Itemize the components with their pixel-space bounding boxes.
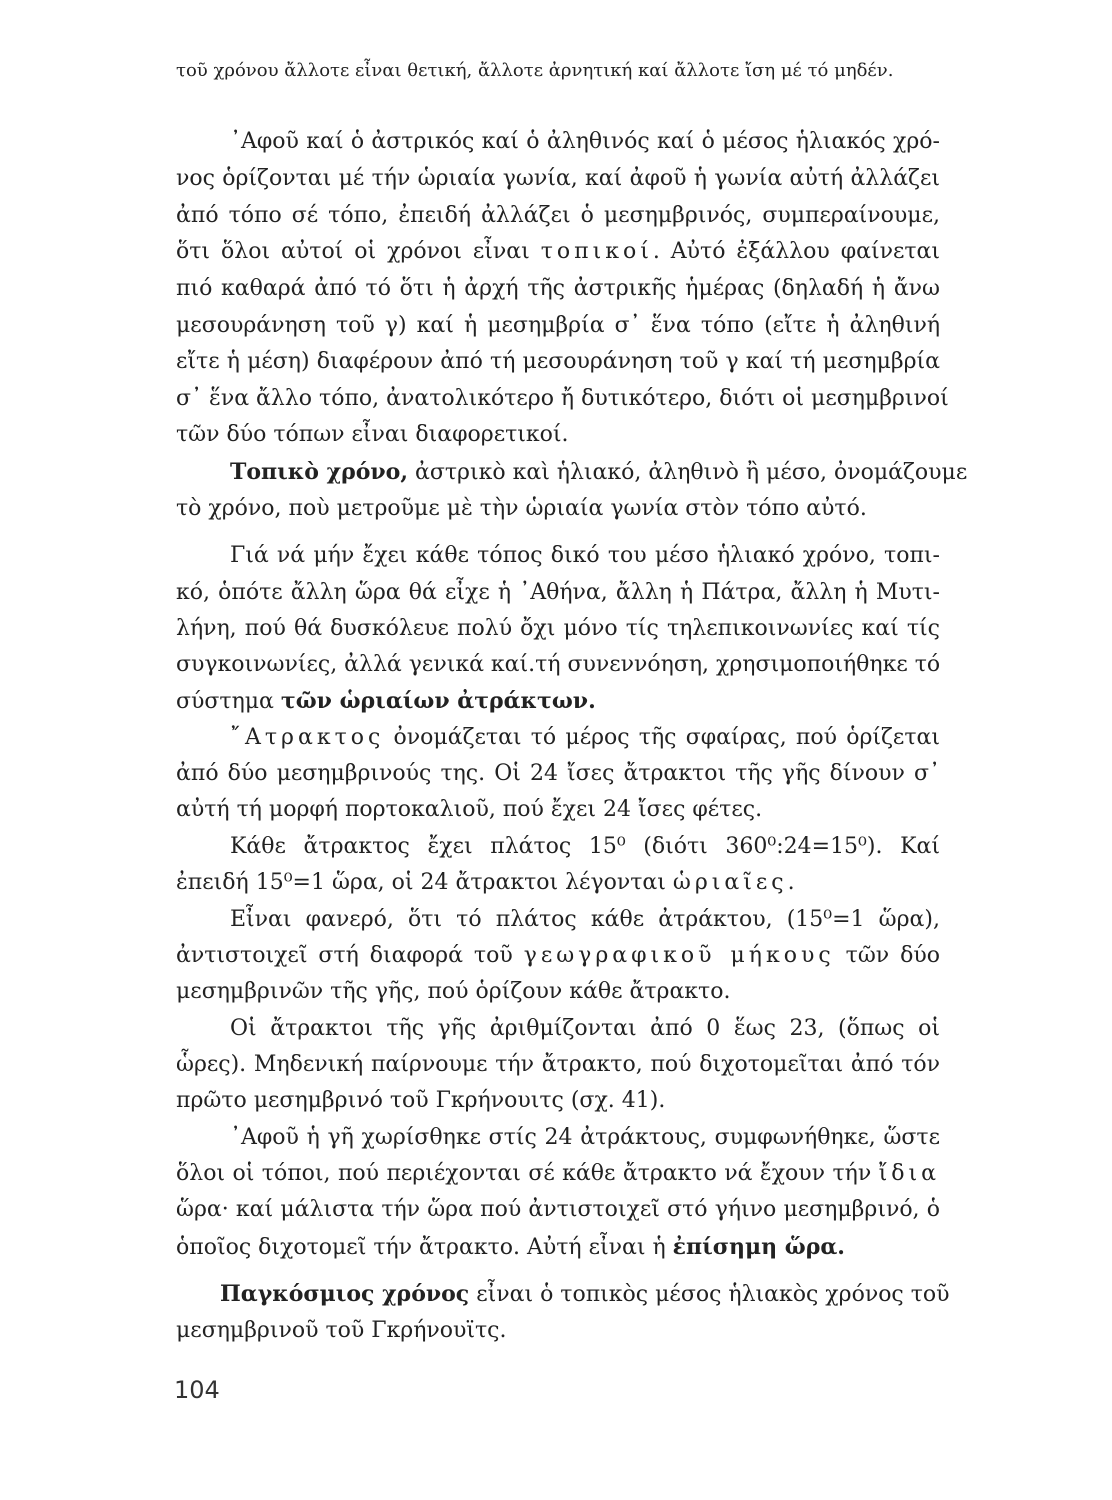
paragraph-line: ᾿Αφοῦ καί ὁ ἀστρικός καί ὁ ἀληθινός καί ὁ μέσος ἡλιακός χρό-	[230, 129, 940, 154]
paragraph-line: νος ὁρίζονται μέ τήν ὡριαία γωνία, καί ἀφοῦ ἡ γωνία αὐτή ἀλλάζει	[176, 166, 940, 191]
paragraph-line: κό, ὁπότε ἄλλη ὥρα θά εἶχε ἡ ᾿Αθήνα, ἄλλη ἡ Πάτρα, ἄλλη ἡ Μυτι-	[176, 580, 940, 605]
paragraph-line	[176, 241, 940, 263]
text-fragment: ἀντιστοιχεῖ στή διαφορά τοῦ	[176, 943, 524, 968]
paragraph-line: Εἶναι φανερό, ὅτι τό πλάτος κάθε ἀτράκτου, (15⁰=1 ὥρα),	[230, 907, 940, 932]
definition-line: τὸ χρόνο, ποὺ μετροῦμε μὲ τὴν ὡριαία γωνία στὸν τόπο αὐτό.	[176, 496, 867, 521]
page-number: 104	[174, 1376, 220, 1404]
definition-line	[230, 459, 968, 485]
paragraph-line: μεσουράνηση τοῦ γ) καί ἡ μεσημβρία σ᾿ ἕνα τόπο (εἴτε ἡ ἀληθινή	[176, 313, 940, 338]
spaced-term: ὡριαῖες	[672, 870, 788, 895]
text-line: τοῦ χρόνου ἄλλοτε εἶναι θετική, ἄλλοτε ἀρνητική καί ἄλλοτε ἴση μέ τό μηδέν.	[176, 60, 894, 81]
bold-term: Παγκόσμιος χρόνος	[220, 1281, 470, 1307]
text-fragment: . Αὐτό ἐξάλλου φαίνεται	[652, 239, 941, 264]
spaced-term: ῎Ατρακτος	[230, 725, 385, 750]
paragraph-line: πρῶτο μεσημβρινό τοῦ Γκρήνουιτς (σχ. 41).	[176, 1088, 666, 1113]
definition-line: μεσημβρινοῦ τοῦ Γκρήνουϊτς.	[176, 1318, 507, 1343]
paragraph-line	[230, 727, 940, 749]
paragraph-line	[176, 872, 940, 894]
paragraph-line	[176, 1236, 940, 1259]
text-fragment: ὅτι ὅλοι αὐτοί οἱ χρόνοι εἶναι	[176, 239, 541, 264]
text-fragment: εἶναι ὁ τοπικὸς μέσος ἡλιακὸς χρόνος τοῦ	[469, 1282, 950, 1307]
paragraph-line: μεσημβρινῶν τῆς γῆς, πού ὁρίζουν κάθε ἄτρακτο.	[176, 979, 731, 1004]
paragraph-line: ᾿Αφοῦ ἡ γῆ χωρίσθηκε στίς 24 ἀτράκτους, συμφωνήθηκε, ὥστε	[230, 1125, 940, 1150]
definition-line	[220, 1281, 950, 1307]
paragraph-line: ἀπό τόπο σέ τόπο, ἐπειδή ἀλλάζει ὁ μεσημβρινός, συμπεραίνουμε,	[176, 203, 940, 228]
text-fragment: ὅλοι οἱ τόποι, πού περιέχονται σέ κάθε ἄτρακτο νά ἔχουν τήν	[176, 1161, 879, 1186]
paragraph-line	[176, 945, 940, 967]
paragraph-line: εἴτε ἡ μέση) διαφέρουν ἀπό τή μεσουράνηση τοῦ γ καί τή μεσημβρία	[176, 349, 940, 374]
spaced-term: γεωγραφικοῦ μήκους	[523, 943, 835, 968]
text-fragment: ὀνομάζεται τό μέρος τῆς σφαίρας, πού ὁρίζεται	[384, 725, 940, 750]
paragraph-line: συγκοινωνίες, ἀλλά γενικά καί.τή συνεννόηση, χρησιμοποιήθηκε τό	[176, 652, 941, 677]
text-fragment: τῶν δύο	[834, 943, 940, 968]
paragraph-line: ὧρες). Μηδενική παίρνουμε τήν ἄτρακτο, πού διχοτομεῖται ἀπό τόν	[176, 1052, 940, 1077]
paragraph-line: ἀπό δύο μεσημβρινούς της. Οἱ 24 ἴσες ἄτρακτοι τῆς γῆς δίνουν σ᾿	[176, 761, 940, 786]
paragraph-line: Γιά νά μήν ἔχει κάθε τόπος δικό του μέσο ἡλιακό χρόνο, τοπι-	[230, 543, 940, 568]
text-fragment: ἐπειδή 15⁰=1 ὥρα, οἱ 24 ἄτρακτοι λέγονται	[176, 870, 673, 895]
bold-term: ἐπίσημη ὥρα.	[672, 1234, 845, 1260]
spaced-term: ἴδια	[878, 1161, 940, 1186]
paragraph-line	[176, 1163, 940, 1185]
text-fragment: .	[787, 870, 795, 895]
paragraph-line: Κάθε ἄτρακτος ἔχει πλάτος 15⁰ (διότι 360⁰:24=15⁰). Καί	[230, 834, 940, 859]
paragraph-line: πιό καθαρά ἀπό τό ὅτι ἡ ἀρχή τῆς ἀστρικῆς ἡμέρας (δηλαδή ἡ ἄνω	[176, 276, 940, 301]
paragraph-line: αὐτή τή μορφή πορτοκαλιοῦ, πού ἔχει 24 ἴσες φέτες.	[176, 797, 763, 822]
text-fragment: σύστημα	[176, 689, 281, 714]
paragraph-line: σ᾿ ἕνα ἄλλο τόπο, ἀνατολικότερο ἤ δυτικότερο, διότι οἱ μεσημβρινοί	[176, 386, 949, 411]
paragraph-line	[176, 690, 940, 713]
spaced-term: τοπικοί	[540, 239, 653, 264]
paragraph-line: ὥρα· καί μάλιστα τήν ὥρα πού ἀντιστοιχεῖ στό γήινο μεσημβρινό, ὁ	[176, 1197, 940, 1222]
bold-term: Τοπικὸ χρόνο,	[230, 459, 408, 485]
text-fragment: ἀστρικὸ καὶ ἡλιακό, ἀληθινὸ ἢ μέσο, ὀνομάζουμε	[408, 460, 968, 485]
paragraph-line: Οἱ ἄτρακτοι τῆς γῆς ἀριθμίζονται ἀπό 0 ἕως 23, (ὅπως οἱ	[230, 1016, 940, 1041]
bold-term: τῶν ὡριαίων ἀτράκτων.	[280, 688, 596, 714]
text-fragment: ὁποῖος διχοτομεῖ τήν ἄτρακτο. Αὐτή εἶναι ἡ	[176, 1235, 673, 1260]
paragraph-line: τῶν δύο τόπων εἶναι διαφορετικοί.	[176, 422, 569, 447]
paragraph-line: λήνη, πού θά δυσκόλευε πολύ ὄχι μόνο τίς τηλεπικοινωνίες καί τίς	[176, 616, 940, 641]
